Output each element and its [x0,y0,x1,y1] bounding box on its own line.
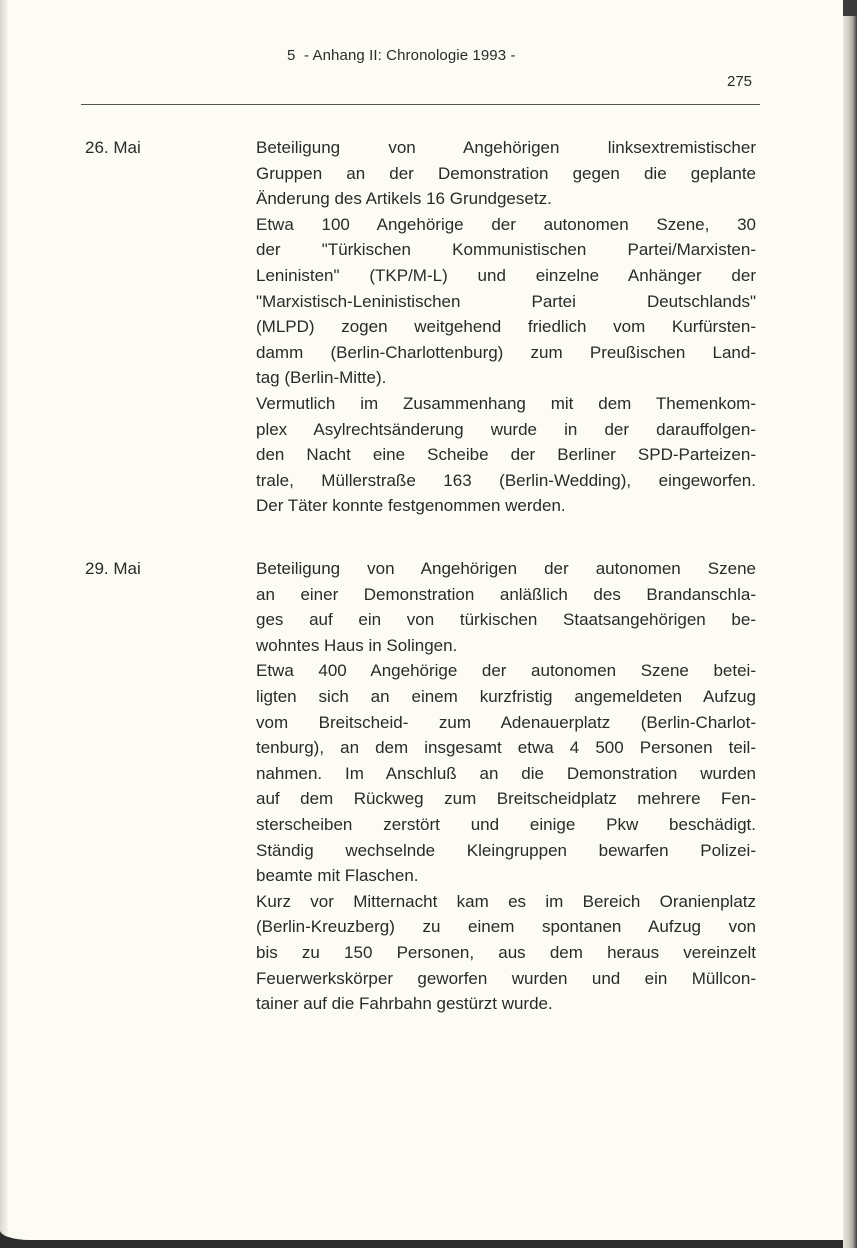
paragraph [256,658,756,888]
entry-body [256,135,756,519]
entry-body [256,556,756,1017]
paragraph [256,212,756,391]
page-header [0,0,845,110]
text-line: den Nacht eine Scheibe der Berliner SPD-Parteizen- [256,445,756,465]
text-line: tag (Berlin-Mitte). [256,368,387,388]
text-line: auf dem Rückweg zum Breitscheidplatz mehrere Fen- [256,789,756,809]
text-line: Gruppen an der Demonstration gegen die geplante [256,163,756,183]
text-line: nahmen. Im Anschluß an die Demonstration wurden [256,763,756,783]
text-line: bis zu 150 Personen, aus dem heraus vereinzelt [256,942,756,962]
paragraph [256,889,756,1017]
text-line: (MLPD) zogen weitgehend friedlich vom Kurfürsten- [256,317,756,337]
text-line: damm (Berlin-Charlottenburg) zum Preußischen Land- [256,342,756,362]
text-line: wohntes Haus in Solingen. [256,635,458,655]
paragraph [256,556,756,658]
text-line: Vermutlich im Zusammenhang mit dem Themenkom- [256,393,756,413]
text-line: Leninisten" (TKP/M-L) und einzelne Anhänger der [256,265,756,285]
text-line: tainer auf die Fahrbahn gestürzt wurde. [256,994,553,1014]
book-spine-shadow [843,0,857,1248]
text-line: Der Täter konnte festgenommen werden. [256,496,566,516]
paragraph [256,135,756,212]
entry-date: 29. Mai [85,559,141,578]
text-line: der "Türkischen Kommunistischen Partei/Marxisten- [256,240,756,260]
running-head: 5 - Anhang II: Chronologie 1993 - [287,47,516,64]
text-line: Änderung des Artikels 16 Grundgesetz. [256,189,552,209]
text-line: vom Breitscheid- zum Adenauerplatz (Berlin-Charlot- [256,712,756,732]
text-line: Beteiligung von Angehörigen linksextremistischer [256,138,756,157]
text-line: Beteiligung von Angehörigen der autonomen Szene [256,559,756,578]
header-divider [81,104,760,105]
text-line: trale, Müllerstraße 163 (Berlin-Wedding), eingeworfen. [256,470,756,490]
text-line: "Marxistisch-Leninistischen Partei Deutschlands" [256,291,756,311]
text-line: tenburg), an dem insgesamt etwa 4 500 Personen teil- [256,738,756,758]
text-line: beamte mit Flaschen. [256,866,419,886]
page-number: 275 [727,73,753,90]
text-line: ges auf ein von türkischen Staatsangehörigen be- [256,610,756,630]
text-line: ligten sich an einem kurzfristig angemeldeten Aufzug [256,686,756,706]
text-line: an einer Demonstration anläßlich des Brandanschla- [256,584,756,604]
page-left-edge [0,0,8,1240]
paragraph [256,391,756,519]
text-line: Feuerwerkskörper geworfen wurden und ein Müllcon- [256,968,756,988]
text-line: Etwa 400 Angehörige der autonomen Szene betei- [256,661,756,681]
text-line: Ständig wechselnde Kleingruppen bewarfen Polizei- [256,840,756,860]
entry-date: 26. Mai [85,138,141,157]
text-line: Etwa 100 Angehörige der autonomen Szene, 30 [256,214,756,234]
text-line: plex Asylrechtsänderung wurde in der darauffolgen- [256,419,756,439]
text-line: (Berlin-Kreuzberg) zu einem spontanen Aufzug von [256,917,756,937]
text-line: Kurz vor Mitternacht kam es im Bereich Oranienplatz [256,891,756,911]
page-corner [843,0,857,16]
text-line: sterscheiben zerstört und einige Pkw beschädigt. [256,814,756,834]
